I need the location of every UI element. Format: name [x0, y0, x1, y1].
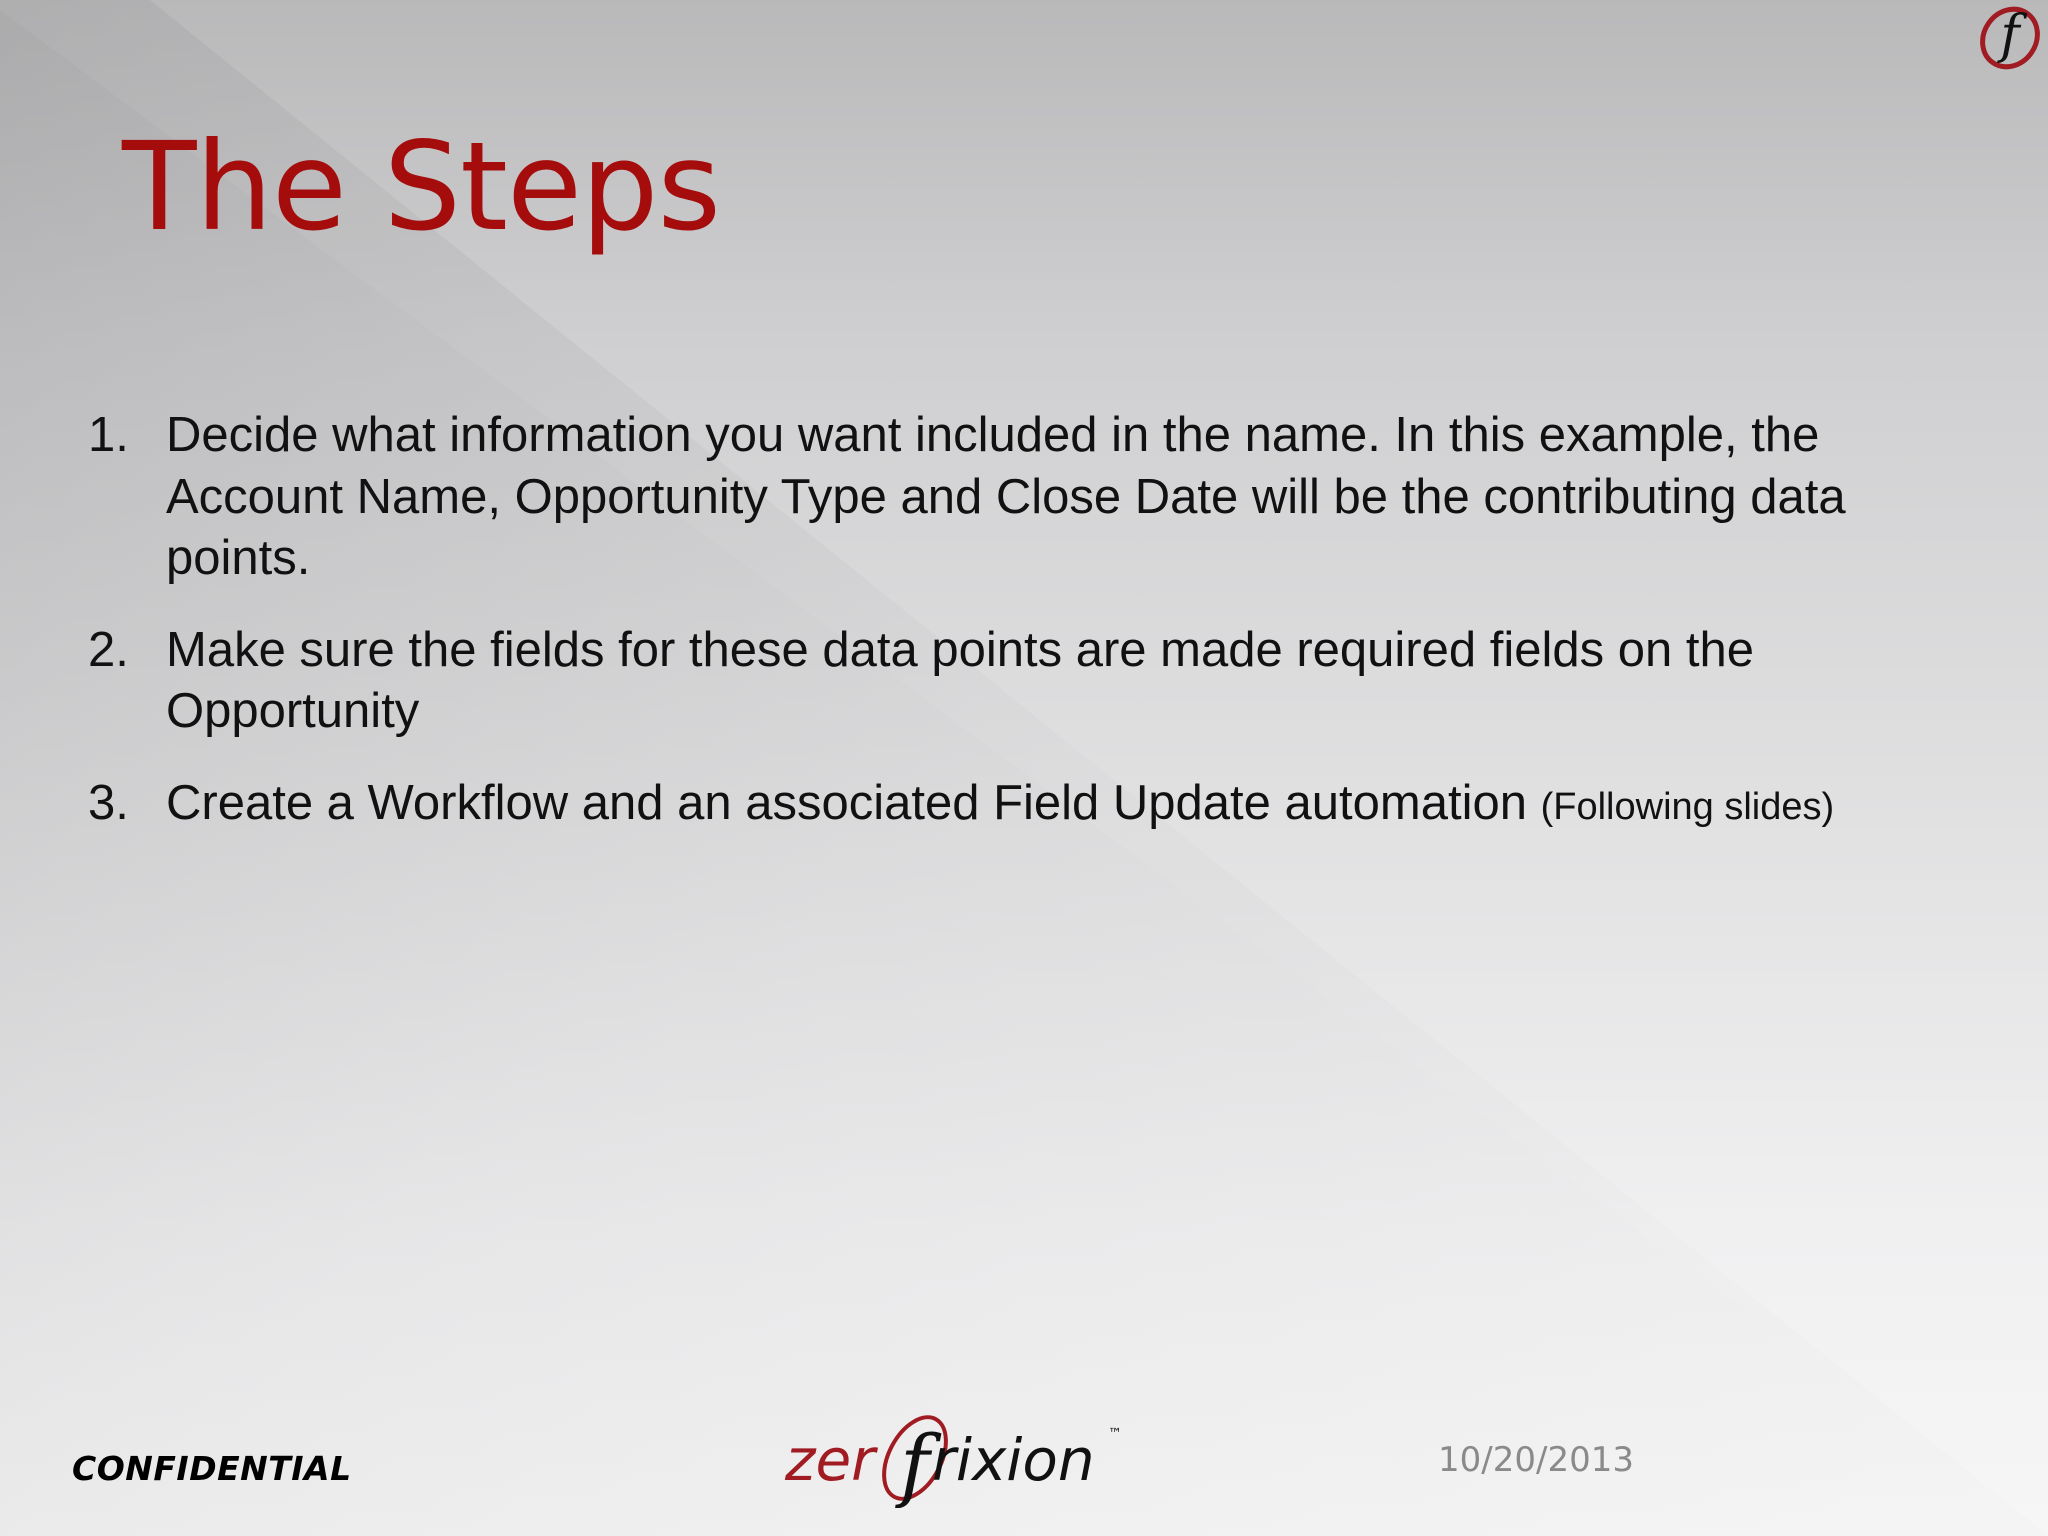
slide-title: The Steps [122, 116, 721, 258]
logo-trademark: ™ [1108, 1426, 1122, 1442]
corner-logo-letter: f [2000, 5, 2020, 65]
step-item [88, 620, 1988, 743]
steps-list [88, 405, 1988, 868]
step-number: 3. [88, 775, 129, 830]
confidential-label: CONFIDENTIAL [72, 1449, 352, 1488]
logo-text-prefix: zer [785, 1426, 875, 1494]
step-note: (Following slides) [1540, 785, 1835, 828]
step-item [88, 773, 1988, 839]
slide-date: 10/20/2013 [1438, 1440, 1634, 1480]
step-item [88, 405, 1988, 590]
logo-text-suffix: rixion [932, 1426, 1095, 1494]
step-number: 2. [88, 622, 129, 677]
logo-text-letter: f [900, 1418, 930, 1508]
zerofrixion-logo [780, 1408, 1130, 1508]
zerofrixion-mark-icon [1974, 0, 2046, 72]
step-text: Decide what information you want included in the name. In this example, the Account Name, Opportunity Type and Close Date will be the contributing data points. [166, 408, 1846, 585]
step-text: Make sure the fields for these data points are made required fields on the Opportunity [166, 622, 1754, 738]
step-text: Create a Workflow and an associated Field Update automation [166, 775, 1527, 830]
step-number: 1. [88, 408, 129, 462]
